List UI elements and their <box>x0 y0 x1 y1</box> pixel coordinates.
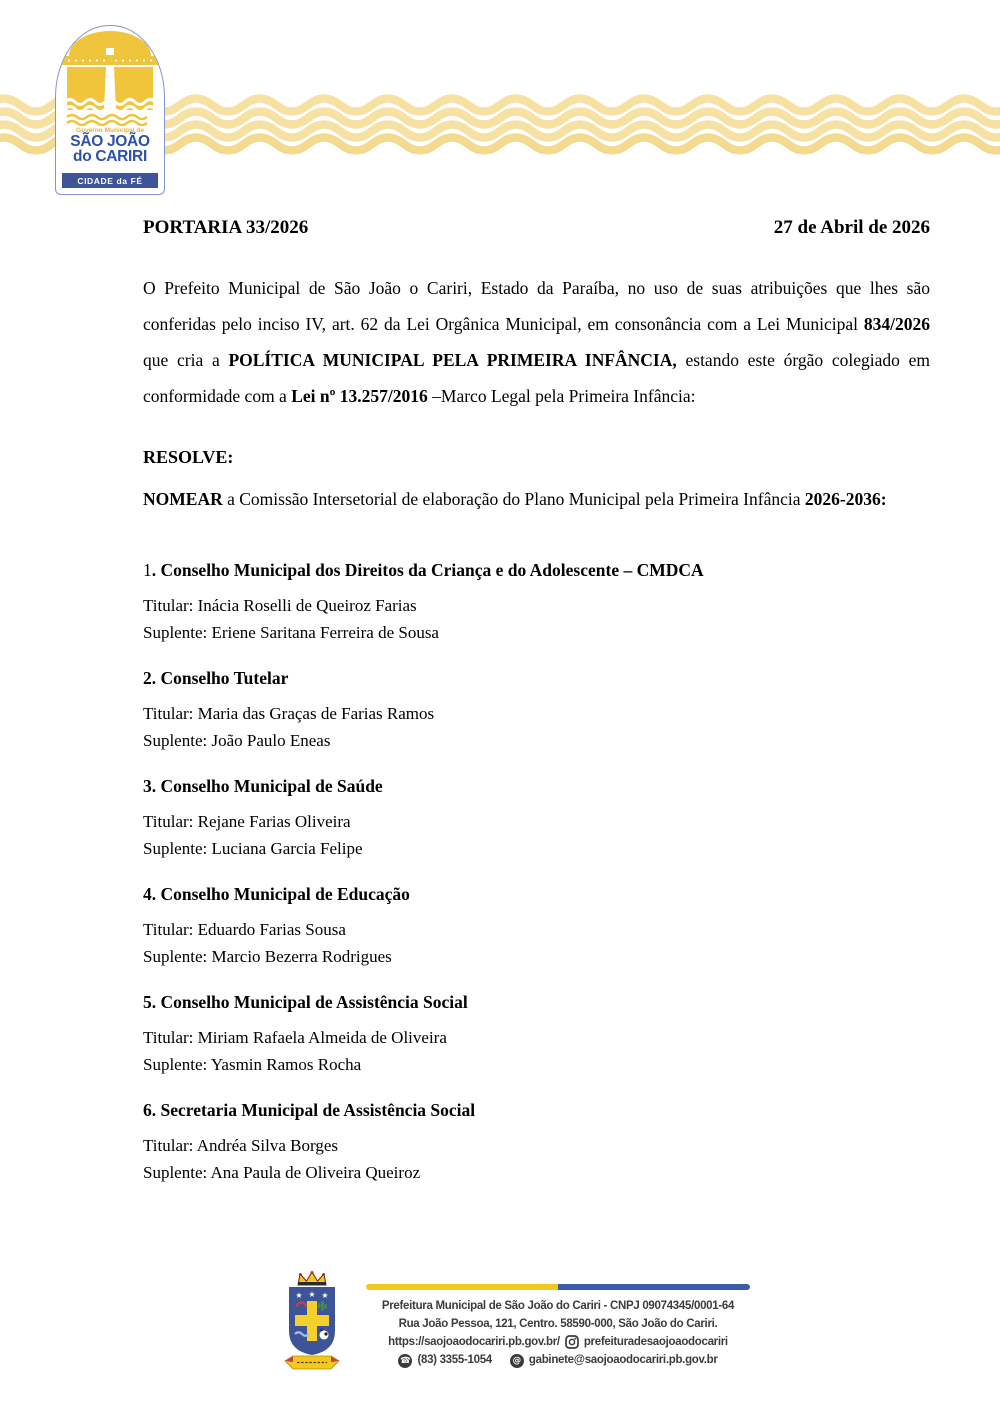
titular-line: Titular: Miriam Rafaela Almeida de Oliveira <box>143 1028 447 1047</box>
period-bold: 2026-2036: <box>804 489 887 509</box>
item-name: 3. Conselho Municipal de Saúde <box>143 776 383 796</box>
item-heading <box>143 881 930 908</box>
federal-law-bold: Lei nº 13.257/2016 <box>291 386 428 406</box>
item-name: . Conselho Municipal dos Direitos da Criança e do Adolescente – CMDCA <box>151 560 704 580</box>
commission-item-4 <box>143 881 930 970</box>
suplente-line: Suplente: Yasmin Ramos Rocha <box>143 1055 362 1074</box>
commission-item-1 <box>143 557 930 646</box>
item-name: 6. Secretaria Municipal de Assistência Social <box>143 1100 476 1120</box>
svg-text:★: ★ <box>308 1290 316 1299</box>
titular-line: Titular: Rejane Farias Oliveira <box>143 812 351 831</box>
preamble-text: O Prefeito Municipal de São João o Cariri, Estado da Paraíba, no uso de suas atribuições que lhes são conferidas pelo inciso IV, art. 62 da Lei Orgânica Municipal, em consonância com a Lei Municipal <box>143 278 930 334</box>
document-title: PORTARIA 33/2026 <box>143 217 309 238</box>
footer-address: Rua João Pessoa, 121, Centro. 58590-000, São João do Cariri. <box>398 1317 718 1330</box>
logo-motto-banner: CIDADE da FÉ <box>62 173 158 188</box>
commission-item-3 <box>143 773 930 862</box>
commission-items <box>143 557 930 1186</box>
footer-info <box>366 1284 750 1368</box>
document-content <box>143 0 930 1205</box>
suplente-line: Suplente: Ana Paula de Oliveira Queiroz <box>143 1163 421 1182</box>
item-heading <box>143 665 930 692</box>
footer-email: gabinete@saojoaodocariri.pb.gov.br <box>528 1354 718 1366</box>
logo-name-line1: SÃO JOÃO <box>70 133 150 150</box>
footer-website: https://saojoaodocariri.pb.gov.br/ <box>388 1335 560 1348</box>
commission-item-6 <box>143 1097 930 1186</box>
nomear-text: a Comissão Intersetorial de elaboração do Plano Municipal pela Primeira Infância <box>222 489 805 509</box>
item-heading <box>143 773 930 800</box>
preamble-text: estando este órgão colegiado em conformidade com a <box>143 350 930 406</box>
law-number-bold: 834/2026 <box>863 314 930 334</box>
logo-sublabel: Governo Municipal de <box>76 127 144 134</box>
titular-line: Titular: Inácia Roselli de Queiroz Farias <box>143 596 417 615</box>
item-name: 2. Conselho Tutelar <box>143 668 289 688</box>
footer-divider <box>366 1284 750 1290</box>
titular-line: Titular: Maria das Graças de Farias Ramos <box>143 704 435 723</box>
suplente-line: Suplente: Eriene Saritana Ferreira de Sousa <box>143 623 439 642</box>
titular-line: Titular: Andréa Silva Borges <box>143 1136 339 1155</box>
divider-yellow-segment <box>366 1284 558 1290</box>
item-number: 1 <box>143 560 152 580</box>
nomear-paragraph <box>143 482 930 517</box>
footer-web-row <box>366 1335 750 1349</box>
coat-of-arms-icon <box>282 1270 342 1374</box>
resolve-heading: RESOLVE: <box>143 447 234 467</box>
preamble-text: –Marco Legal pela Primeira Infância: <box>427 386 696 406</box>
item-heading <box>143 557 930 584</box>
svg-text:★: ★ <box>321 1291 329 1300</box>
suplente-line: Suplente: Marcio Bezerra Rodrigues <box>143 947 392 966</box>
item-heading <box>143 989 930 1016</box>
preamble-paragraph <box>143 270 930 414</box>
suplente-line: Suplente: Luciana Garcia Felipe <box>143 839 363 858</box>
nomear-bold: NOMEAR <box>143 489 223 509</box>
commission-item-5 <box>143 989 930 1078</box>
footer-phone: (83) 3355-1054 <box>417 1354 492 1366</box>
preamble-text: que cria a <box>143 350 229 370</box>
footer-address-row <box>366 1318 750 1331</box>
suplente-line: Suplente: João Paulo Eneas <box>143 731 331 750</box>
svg-text:★: ★ <box>295 1291 303 1300</box>
phone-icon: ☎ <box>400 1355 411 1366</box>
divider-blue-segment <box>558 1284 750 1290</box>
item-name: 4. Conselho Municipal de Educação <box>143 884 410 904</box>
footer-instagram-handle: prefeituradesaojoaodocariri <box>583 1335 728 1348</box>
email-icon: @ <box>510 1354 524 1368</box>
titular-line: Titular: Eduardo Farias Sousa <box>143 920 346 939</box>
title-row <box>143 216 930 240</box>
policy-name-bold: POLÍTICA MUNICIPAL PELA PRIMEIRA INFÂNCIA, <box>228 350 677 370</box>
item-heading <box>143 1097 930 1124</box>
footer-contact-row <box>366 1354 750 1368</box>
instagram-icon <box>565 1335 579 1349</box>
commission-item-2 <box>143 665 930 754</box>
footer-org: Prefeitura Municipal de São João do Cariri - CNPJ 09074345/0001-64 <box>381 1300 735 1312</box>
item-name: 5. Conselho Municipal de Assistência Social <box>143 992 468 1012</box>
footer-org-row <box>366 1300 750 1313</box>
document-date: 27 de Abril de 2026 <box>773 217 930 238</box>
logo-name-line2: do CARIRI <box>73 148 147 165</box>
